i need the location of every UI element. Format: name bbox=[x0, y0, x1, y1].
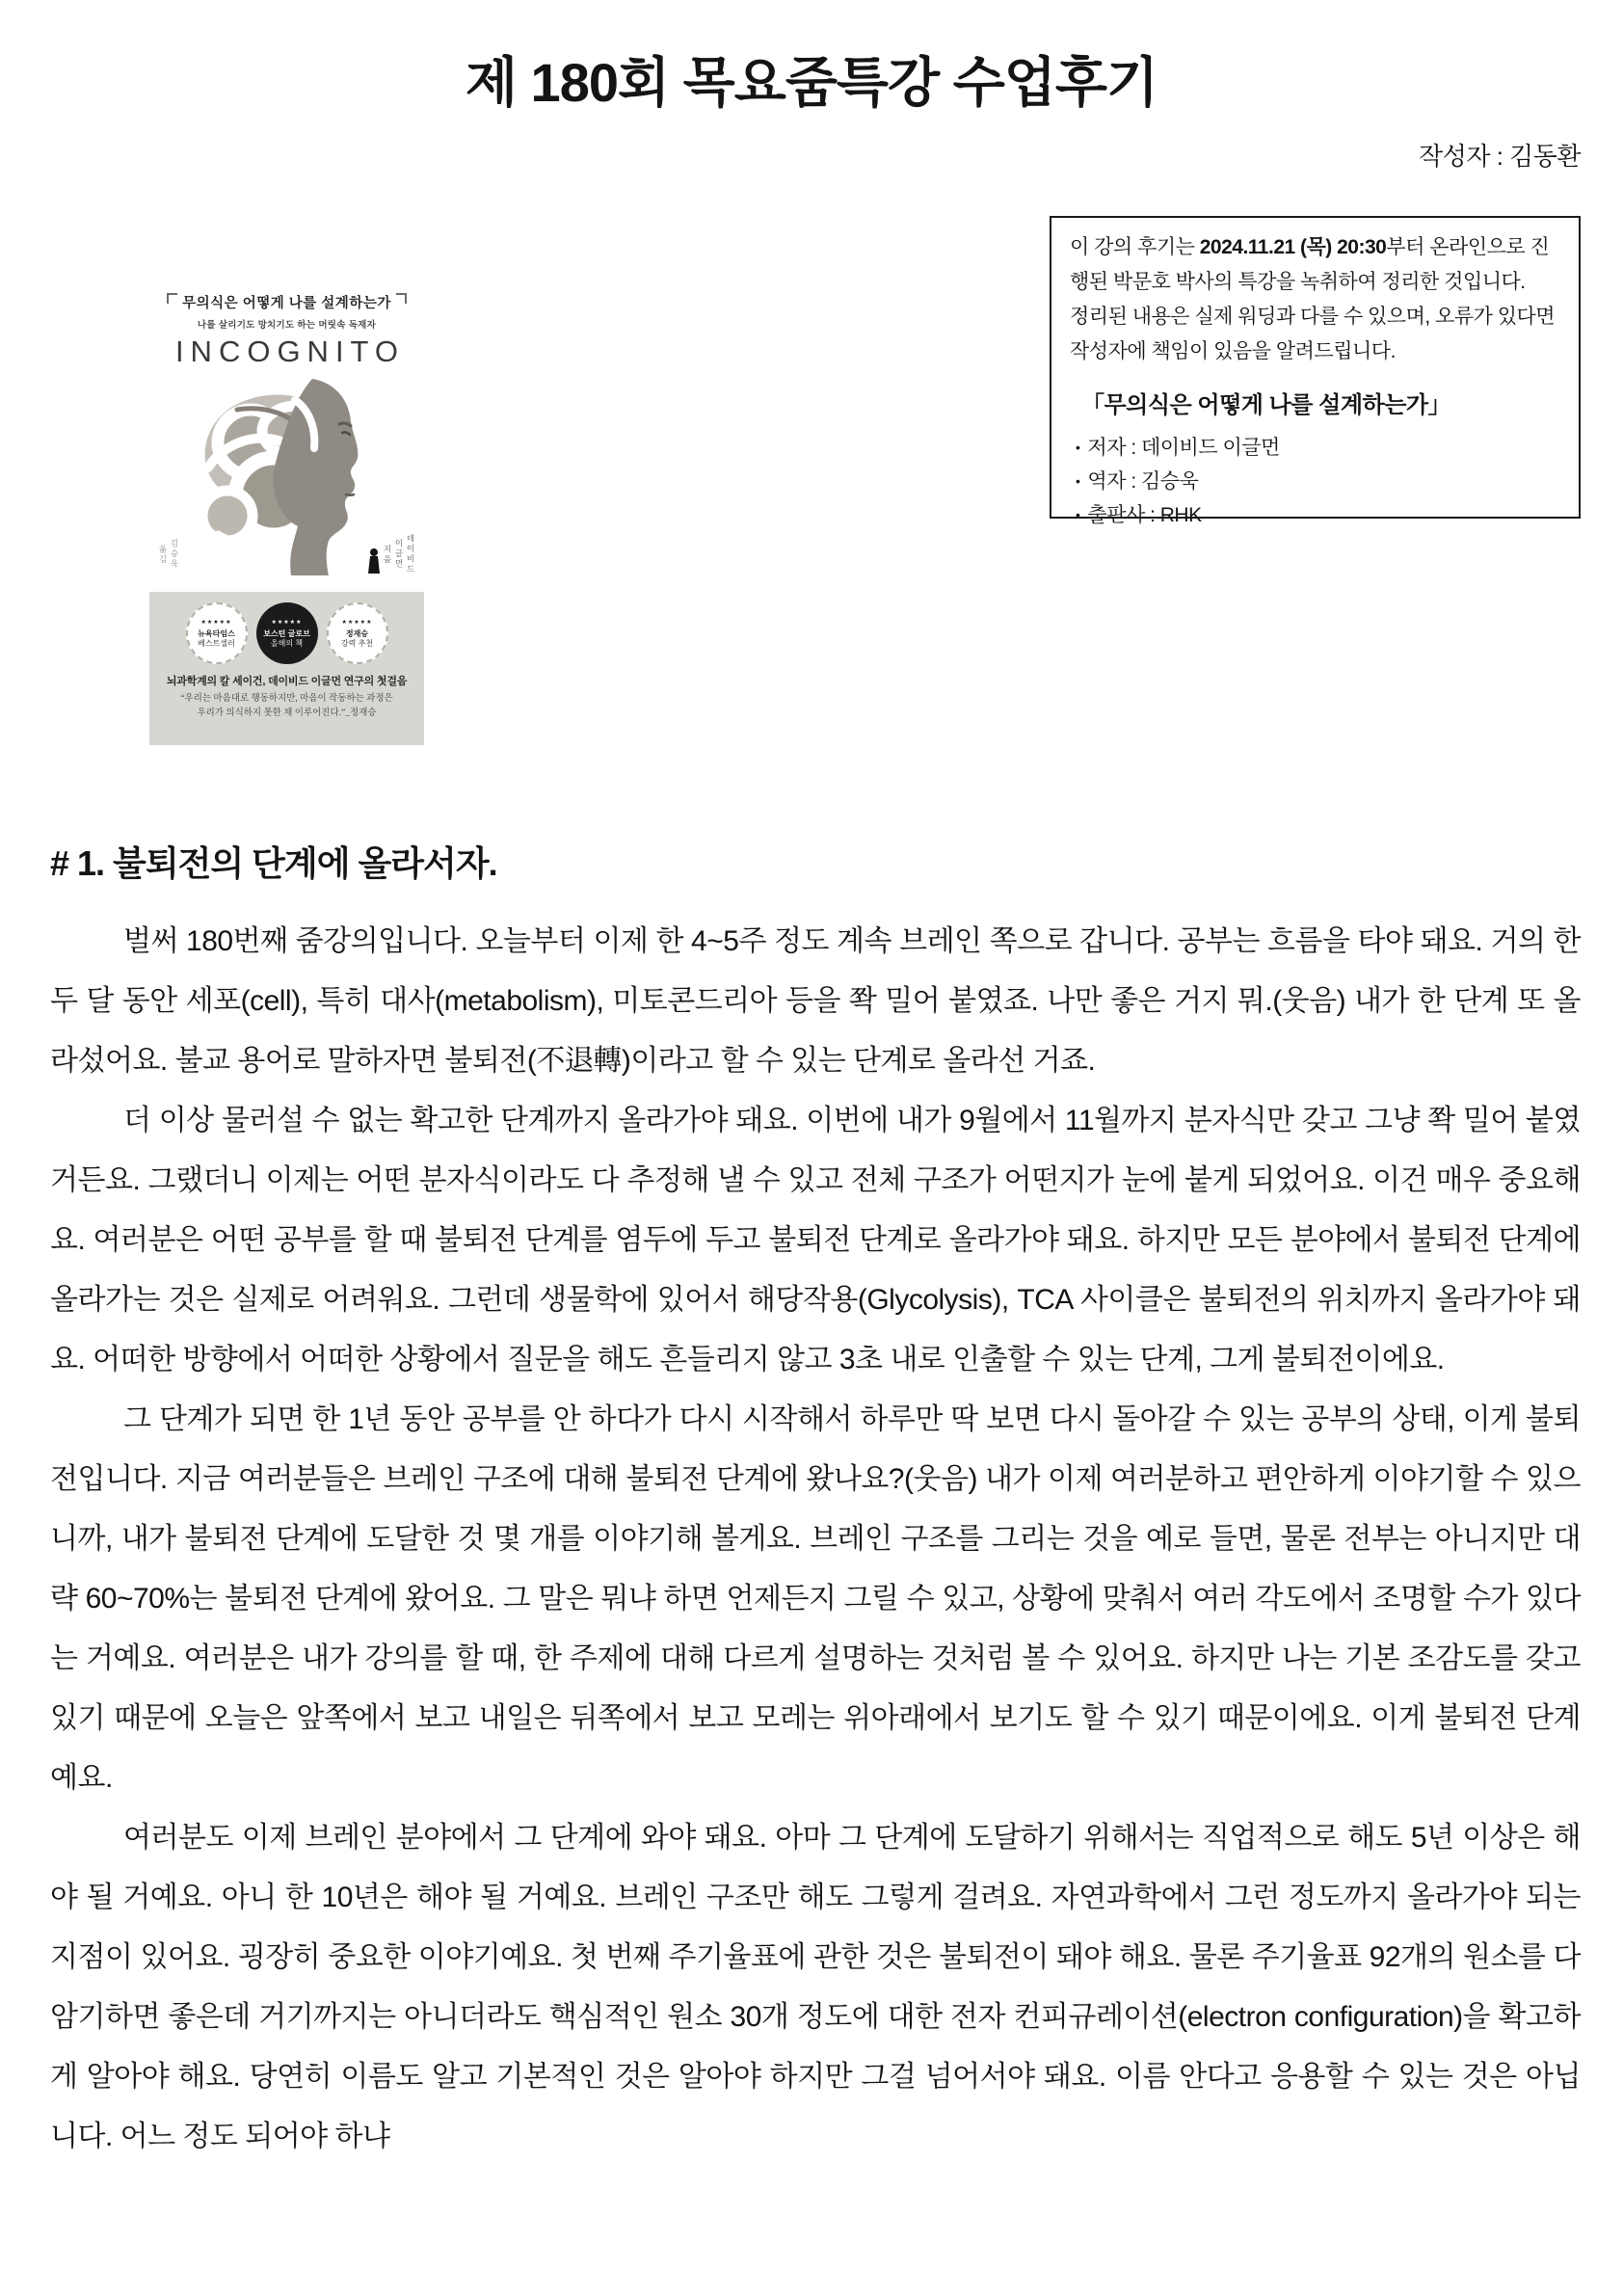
badge-line2: 올해의 책 bbox=[270, 638, 304, 648]
book-author: 저자 : 데이비드 이글먼 bbox=[1087, 437, 1280, 459]
badge-line1: 뉴욕타임스 bbox=[198, 628, 235, 638]
book-publisher: 출판사 : RHK bbox=[1087, 504, 1202, 526]
body-paragraph-2: 더 이상 물러설 수 없는 확고한 단계까지 올라가야 돼요. 이번에 내가 9월에서 11월까지 분자식만 갖고 그냥 쫙 밀어 붙였거든요. 그랬더니 이제는 어떤 분자식이라도 다 추정해 낼 수 있고 전체 구조가 어떤지가 눈에 붙게 되었어요. 이건 매우 중요해요. 여러분은 어떤 공부를 할 때 불퇴전 단계를 염두에 두고 불퇴전 단계로 올라가야 돼요. 하지만 모든 분야에서 불퇴전 단계에 올라가는 것은 실제로 어려워요. 그런데 생물학에 있어서 해당작용(Glycolysis), TCA 사이클은 불퇴전의 위치까지 올라가야 돼요. 어떠한 방향에서 어떠한 상황에서 질문을 해도 흔들리지 않고 3초 내로 인출할 수 있는 단계, 그게 불퇴전이에요. bbox=[50, 1105, 1581, 1375]
notice-paragraph-2: 정리된 내용은 실제 워딩과 다를 수 있으며, 오류가 있다면 작성자에 책임이 있음을 알려드립니다. bbox=[1070, 306, 1556, 362]
cover-band-quote bbox=[149, 692, 424, 721]
cover-title-row bbox=[149, 292, 424, 312]
corner-bracket-right-icon bbox=[396, 293, 407, 304]
badge-recommendation bbox=[327, 602, 388, 664]
stars-icon: ★★★★★ bbox=[200, 619, 232, 626]
quote-line-1: “우리는 마음대로 행동하지만, 마음이 작동하는 과정은 bbox=[180, 694, 393, 704]
badge-line2: 강력 추천 bbox=[340, 638, 374, 648]
cover-bottom-band bbox=[149, 592, 424, 745]
quote-line-2: 우리가 의식하지 못한 채 이루어진다.”_정재승 bbox=[197, 708, 377, 718]
badge-nyt-bestseller bbox=[186, 602, 248, 664]
notice-text-suffix: 부터 온라인으로 진행된 박문호 박사의 특강을 녹취하여 정리한 것입니다. bbox=[1070, 236, 1550, 293]
page-title: 제 180회 목요줌특강 수업후기 bbox=[465, 52, 1158, 113]
cover-band-headline: 뇌과학계의 칼 세이건, 데이비드 이글먼 연구의 첫걸음 bbox=[166, 676, 408, 687]
bullet-icon: • bbox=[1076, 507, 1080, 522]
body-paragraph-3: 그 단계가 되면 한 1년 동안 공부를 안 하다가 다시 시작해서 하루만 딱 보면 다시 돌아갈 수 있는 공부의 상태, 이게 불퇴전입니다. 지금 여러분들은 브레인 구조에 대해 불퇴전 단계에 왔나요?(웃음) 내가 이제 여러분하고 편안하게 이야기할 수 있으니까, 내가 불퇴전 단계에 도달한 것 몇 개를 이야기해 볼게요. 브레인 구조를 그리는 것을 예로 들면, 물론 전부는 아니지만 대략 60~70%는 불퇴전 단계에 왔어요. 그 말은 뭐냐 하면 언제든지 그릴 수 있고, 상황에 맞춰서 여러 각도에서 조명할 수가 있다는 거예요. 여러분은 내가 강의를 할 때, 한 주제에 대해 다르게 설명하는 것처럼 볼 수 있어요. 하지만 나는 기본 조감도를 갖고 있기 때문에 오늘은 앞쪽에서 보고 내일은 뒤쪽에서 보고 모레는 위아래에서 보기도 할 수 있기 때문이에요. 이게 불퇴전 단계예요. bbox=[50, 1403, 1581, 1794]
bullet-icon: • bbox=[1076, 440, 1080, 455]
bullet-icon: • bbox=[1076, 473, 1080, 489]
cover-english-title: INCOGNITO bbox=[174, 334, 406, 368]
lecture-notice-box bbox=[1050, 216, 1581, 526]
badge-boston-globe bbox=[256, 602, 318, 664]
book-info-list bbox=[1070, 431, 1560, 532]
badge-line1: 정재승 bbox=[345, 628, 369, 638]
section-heading: # 1. 불퇴전의 단계에 올라서자. bbox=[50, 843, 497, 883]
book-title-reference: 「무의식은 어떻게 나를 설계하는가」 bbox=[1081, 392, 1451, 418]
notice-paragraph-1 bbox=[1070, 230, 1560, 300]
tiny-figure-silhouette bbox=[368, 548, 380, 574]
body-paragraph-1: 벌써 180번째 줌강의입니다. 오늘부터 이제 한 4~5주 정도 계속 브레인 쪽으로 갑니다. 공부는 흐름을 타야 돼요. 거의 한두 달 동안 세포(cell), 특히 대사(metabolism), 미토콘드리아 등을 쫙 밀어 붙였죠. 나만 좋은 거지 뭐.(웃음) 내가 한 단계 또 올라섰어요. 불교 용어로 말하자면 불퇴전(不退轉)이라고 할 수 있는 단계로 올라선 거죠. bbox=[50, 925, 1581, 1077]
cover-title: 무의식은 어떻게 나를 설계하는가 bbox=[182, 296, 391, 311]
corner-bracket-left-icon bbox=[167, 293, 177, 304]
lecture-review-body bbox=[0, 841, 1623, 2167]
book-translator: 역자 : 김승욱 bbox=[1087, 470, 1199, 493]
author-line: 작성자 : 김동환 bbox=[1419, 142, 1581, 171]
book-cover-image bbox=[149, 282, 424, 745]
list-item-author bbox=[1076, 431, 1560, 465]
body-paragraph-4: 여러분도 이제 브레인 분야에서 그 단계에 와야 돼요. 아마 그 단계에 도달하기 위해서는 직업적으로 해도 5년 이상은 해야 될 거예요. 아니 한 10년은 해야 될 거예요. 브레인 구조만 해도 그렇게 걸려요. 자연과학에서 그런 정도까지 올라가야 되는 지점이 있어요. 굉장히 중요한 이야기예요. 첫 번째 주기율표에 관한 것은 불퇴전이 돼야 해요. 물론 주기율표 92개의 원소를 다 암기하면 좋은데 거기까지는 아니더라도 핵심적인 원소 30개 정도에 대한 전자 컨피규레이션(electron configuration)을 확고하게 알아야 해요. 당연히 이름도 알고 기본적인 것은 알아야 하지만 그걸 넘어서야 돼요. 이름 안다고 응용할 수 있는 것은 아닙니다. 어느 정도 되어야 하냐 bbox=[50, 1822, 1581, 2152]
badge-line1: 보스턴 글로브 bbox=[263, 628, 310, 638]
award-badges bbox=[149, 592, 424, 664]
list-item-publisher bbox=[1076, 498, 1560, 532]
notice-datetime: 2024.11.21 (목) 20:30 bbox=[1199, 236, 1387, 258]
list-item-translator bbox=[1076, 465, 1560, 498]
cover-subtitle: 나를 살리기도 망치기도 하는 머릿속 독재자 bbox=[197, 320, 377, 331]
stars-icon: ★★★★★ bbox=[341, 619, 373, 626]
cover-translator-vertical: 김승욱 옮김 bbox=[158, 539, 179, 570]
badge-line2: 베스트셀러 bbox=[198, 638, 235, 648]
notice-text-prefix: 이 강의 후기는 bbox=[1070, 236, 1200, 258]
cover-face-art bbox=[149, 371, 424, 575]
stars-icon: ★★★★★ bbox=[271, 619, 303, 626]
cover-author-vertical: 데이비드 이글먼 지음 bbox=[383, 534, 415, 574]
